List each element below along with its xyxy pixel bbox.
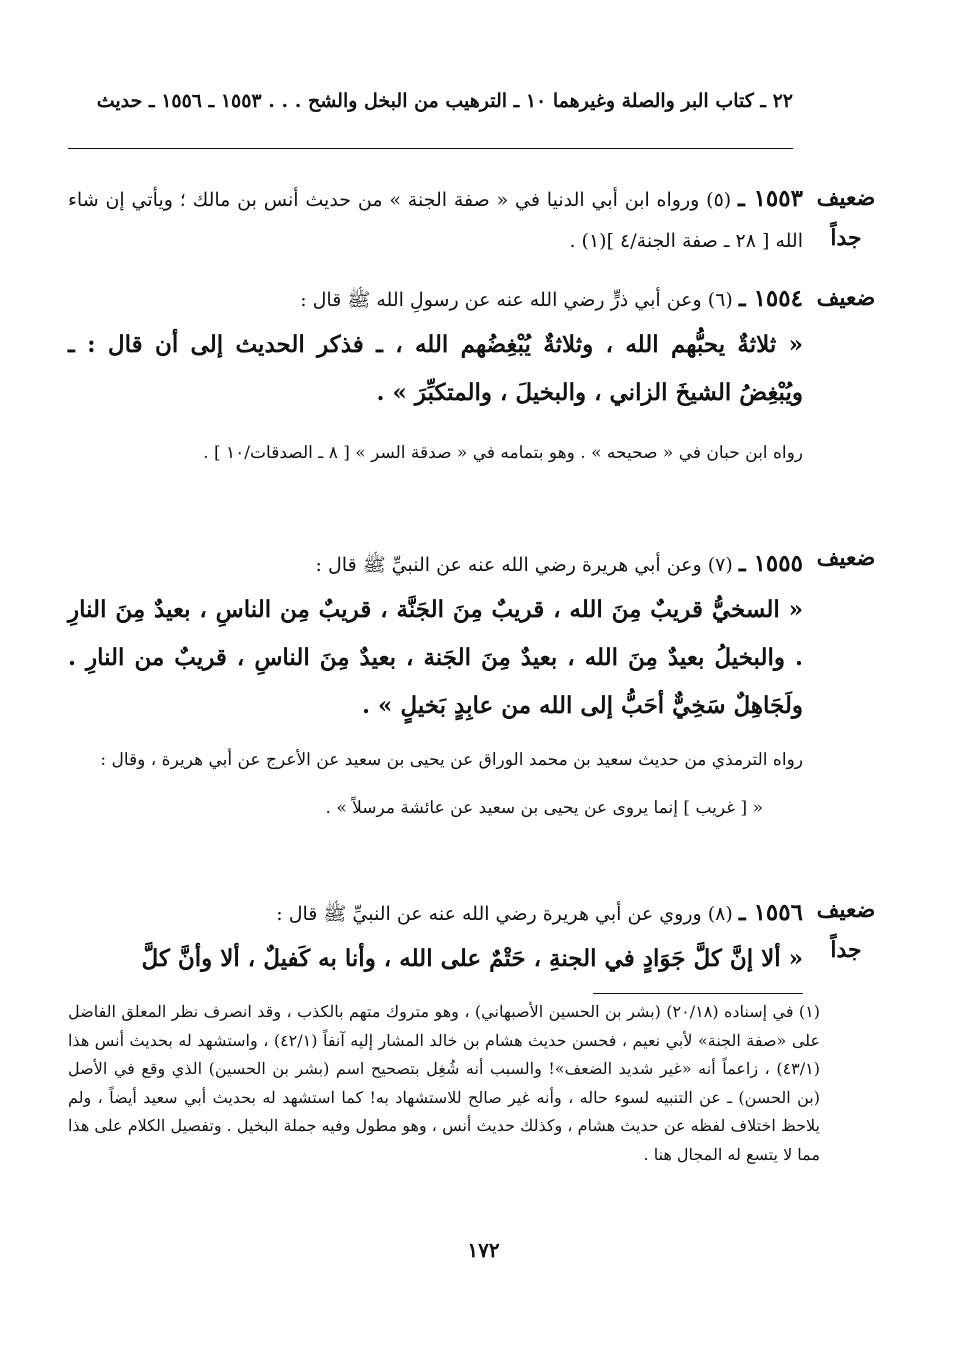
running-header: ٢٢ ـ كتاب البر والصلة وغيرهما ١٠ ـ الترهيب من البخل والشح . . . ١٥٥٣ ـ ١٥٥٦ ـ حديث [96, 90, 793, 112]
entry-body: (٥) ورواه ابن أبي الدنيا في « صفة الجنة » من حديث أنس بن مالك ؛ ويأتي إن شاء الله [ ٢٨ ـ صفة الجنة/٤ ](١) . [68, 189, 803, 252]
header-rule [68, 148, 793, 149]
entry-number: ١٥٥٥ ـ [738, 550, 803, 577]
entry-intro [68, 278, 803, 321]
entry-intro [68, 543, 803, 586]
entry-1554 [68, 278, 803, 473]
entry-intro [68, 892, 803, 935]
intro-text: (٧) وعن أبي هريرة رضي الله عنه عن النبيِّ ﷺ قال : [315, 554, 733, 576]
hadith-text: « السخيُّ قريبٌ مِنَ الله ، قريبٌ مِنَ الجَنَّة ، قريبٌ مِن الناسِ ، بعيدٌ مِنَ النارِ . والبخيلُ بعيدٌ مِنَ الله ، بعيدٌ مِنَ الجَنة ، بعيدٌ مِنَ الناسِ ، قريبٌ من النارِ . ولَجَاهِلٌ سَخِيٌّ أحَبُّ إلى الله من عابِدٍ بَخيلٍ » . [68, 596, 803, 719]
footnote: (١) في إسناده (٢٠/١٨) (بشر بن الحسين الأصبهاني) ، وهو متروك متهم بالكذب ، وقد انصرف نظر المعلق الفاضل على «صفة الجنة» لأبي نعيم ، فحسن حديث هشام بن خالد المشار إليه آنفاً (٤٢/١) ، واستشهد له بحديث أنس هذا (٤٣/١) ، زاعماً أنه «غير شديد الضعف»! والسبب أنه شُغِل بتصحيح اسم (بشر بن الحسين) الذي وقع في الأصل (بن الحسن) ـ عن التنبيه لسوء حاله ، وأنه غير صالح للاستشهاد به! كما استشهد له بحديث أبي سعيد أيضاً ، ولم يلاحظ اختلاف لفظه عن حديث هشام ، وكذلك حديث أنس ، وهو مطول وفيه جملة البخيل . وتفصيل الكلام على هذا مما لا يتسع له المجال هنا . [68, 1002, 821, 1164]
grade-label: ضعيف جداً [816, 897, 876, 963]
footnote-rule [593, 993, 803, 994]
intro-text: (٨) وروي عن أبي هريرة رضي الله عنه عن النبيِّ ﷺ قال : [276, 903, 733, 925]
entry-number: ١٥٥٦ ـ [738, 899, 803, 926]
entry-1555 [68, 543, 803, 828]
entry-number: ١٥٥٤ ـ [738, 285, 803, 312]
hadith-text: « ألا إنَّ كلَّ جَوَادٍ في الجنةِ ، حَتْمٌ على الله ، وأنا به كَفيلٌ ، ألا وأنَّ كلَّ [141, 945, 803, 972]
entry-1556 [68, 892, 803, 983]
intro-text: (٦) وعن أبي ذرٍّ رضي الله عنه عن رسولِ الله ﷺ قال : [300, 289, 733, 311]
hadith-text: « ثلاثةٌ يحبُّهم الله ، وثلاثةٌ يُبْغِضُهم الله ، ـ فذكر الحديث إلى أن قال : ـ ويُبْغِضُ الشيخَ الزاني ، والبخيلَ ، والمتكبِّرَ » . [68, 331, 803, 406]
grade-label: ضعيف [816, 285, 876, 311]
entry-number: ١٥٥٣ ـ [738, 185, 803, 212]
entry-text [68, 178, 803, 262]
grade-label: ضعيف [816, 545, 876, 571]
source-text: رواه ابن حبان في « صحيحه » . وهو بتمامه في « صدقة السر » [ ٨ ـ الصدقات/١٠ ] . [203, 443, 803, 463]
grade-label: ضعيف جداً [816, 185, 876, 251]
source-text: رواه الترمذي من حديث سعيد بن محمد الوراق عن يحيى بن سعيد عن الأعرج عن أبي هريرة ، وقال : [100, 750, 803, 770]
page-number: ١٧٢ [467, 1238, 500, 1262]
entry-1553 [68, 178, 803, 262]
quote-text: « [ غريب ] إنما يروى عن يحيى بن سعيد عن عائشة مرسلاً » . [325, 798, 763, 818]
